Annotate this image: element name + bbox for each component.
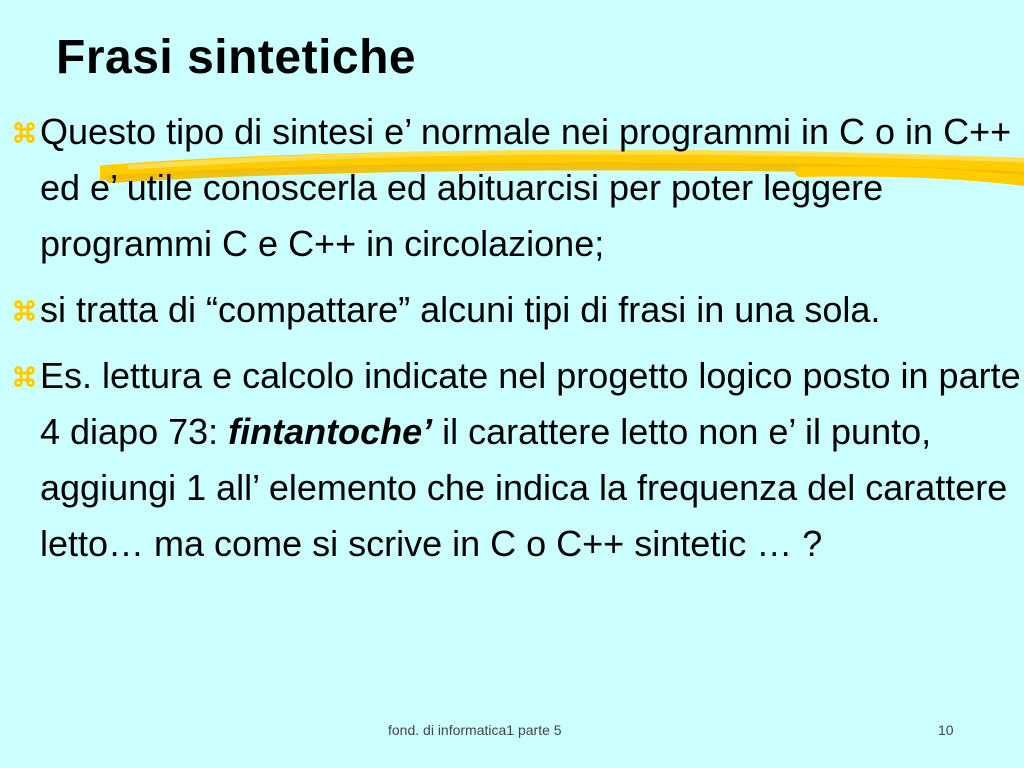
- bullet-text-before-emphasis: Es. lettura e calcolo indicate nel progetto logico posto in parte 4 diapo 73:: [40, 355, 1021, 452]
- bullet-item-program-style: [10, 104, 1024, 272]
- bullet-item-example: [10, 348, 1024, 572]
- command-key-icon: [10, 104, 38, 160]
- page-number: 10: [938, 722, 954, 738]
- bullet-text: si tratta di “compattare” alcuni tipi di frasi in una sola.: [40, 289, 881, 330]
- bullet-list: [10, 104, 1024, 582]
- command-key-icon: [10, 282, 38, 338]
- bullet-text-after-emphasis: il carattere letto non e’ il punto, aggiungi 1 all’ elemento che indica la frequenza del carattere letto… ma come si scrive in C o C++ sintetic … ?: [40, 411, 1008, 564]
- command-key-icon: [10, 348, 38, 404]
- footer-course-label: fond. di informatica1 parte 5: [388, 722, 562, 738]
- bullet-item-compact-phrases: [10, 282, 1024, 338]
- slide-title: Frasi sintetiche: [56, 31, 417, 84]
- emphasized-term: fintantoche’: [228, 411, 433, 452]
- bullet-text: Questo tipo di sintesi e’ normale nei programmi in C o in C++ ed e’ utile conoscerla ed abituarcisi per poter leggere programmi C e C++ in circolazione;: [40, 111, 1012, 264]
